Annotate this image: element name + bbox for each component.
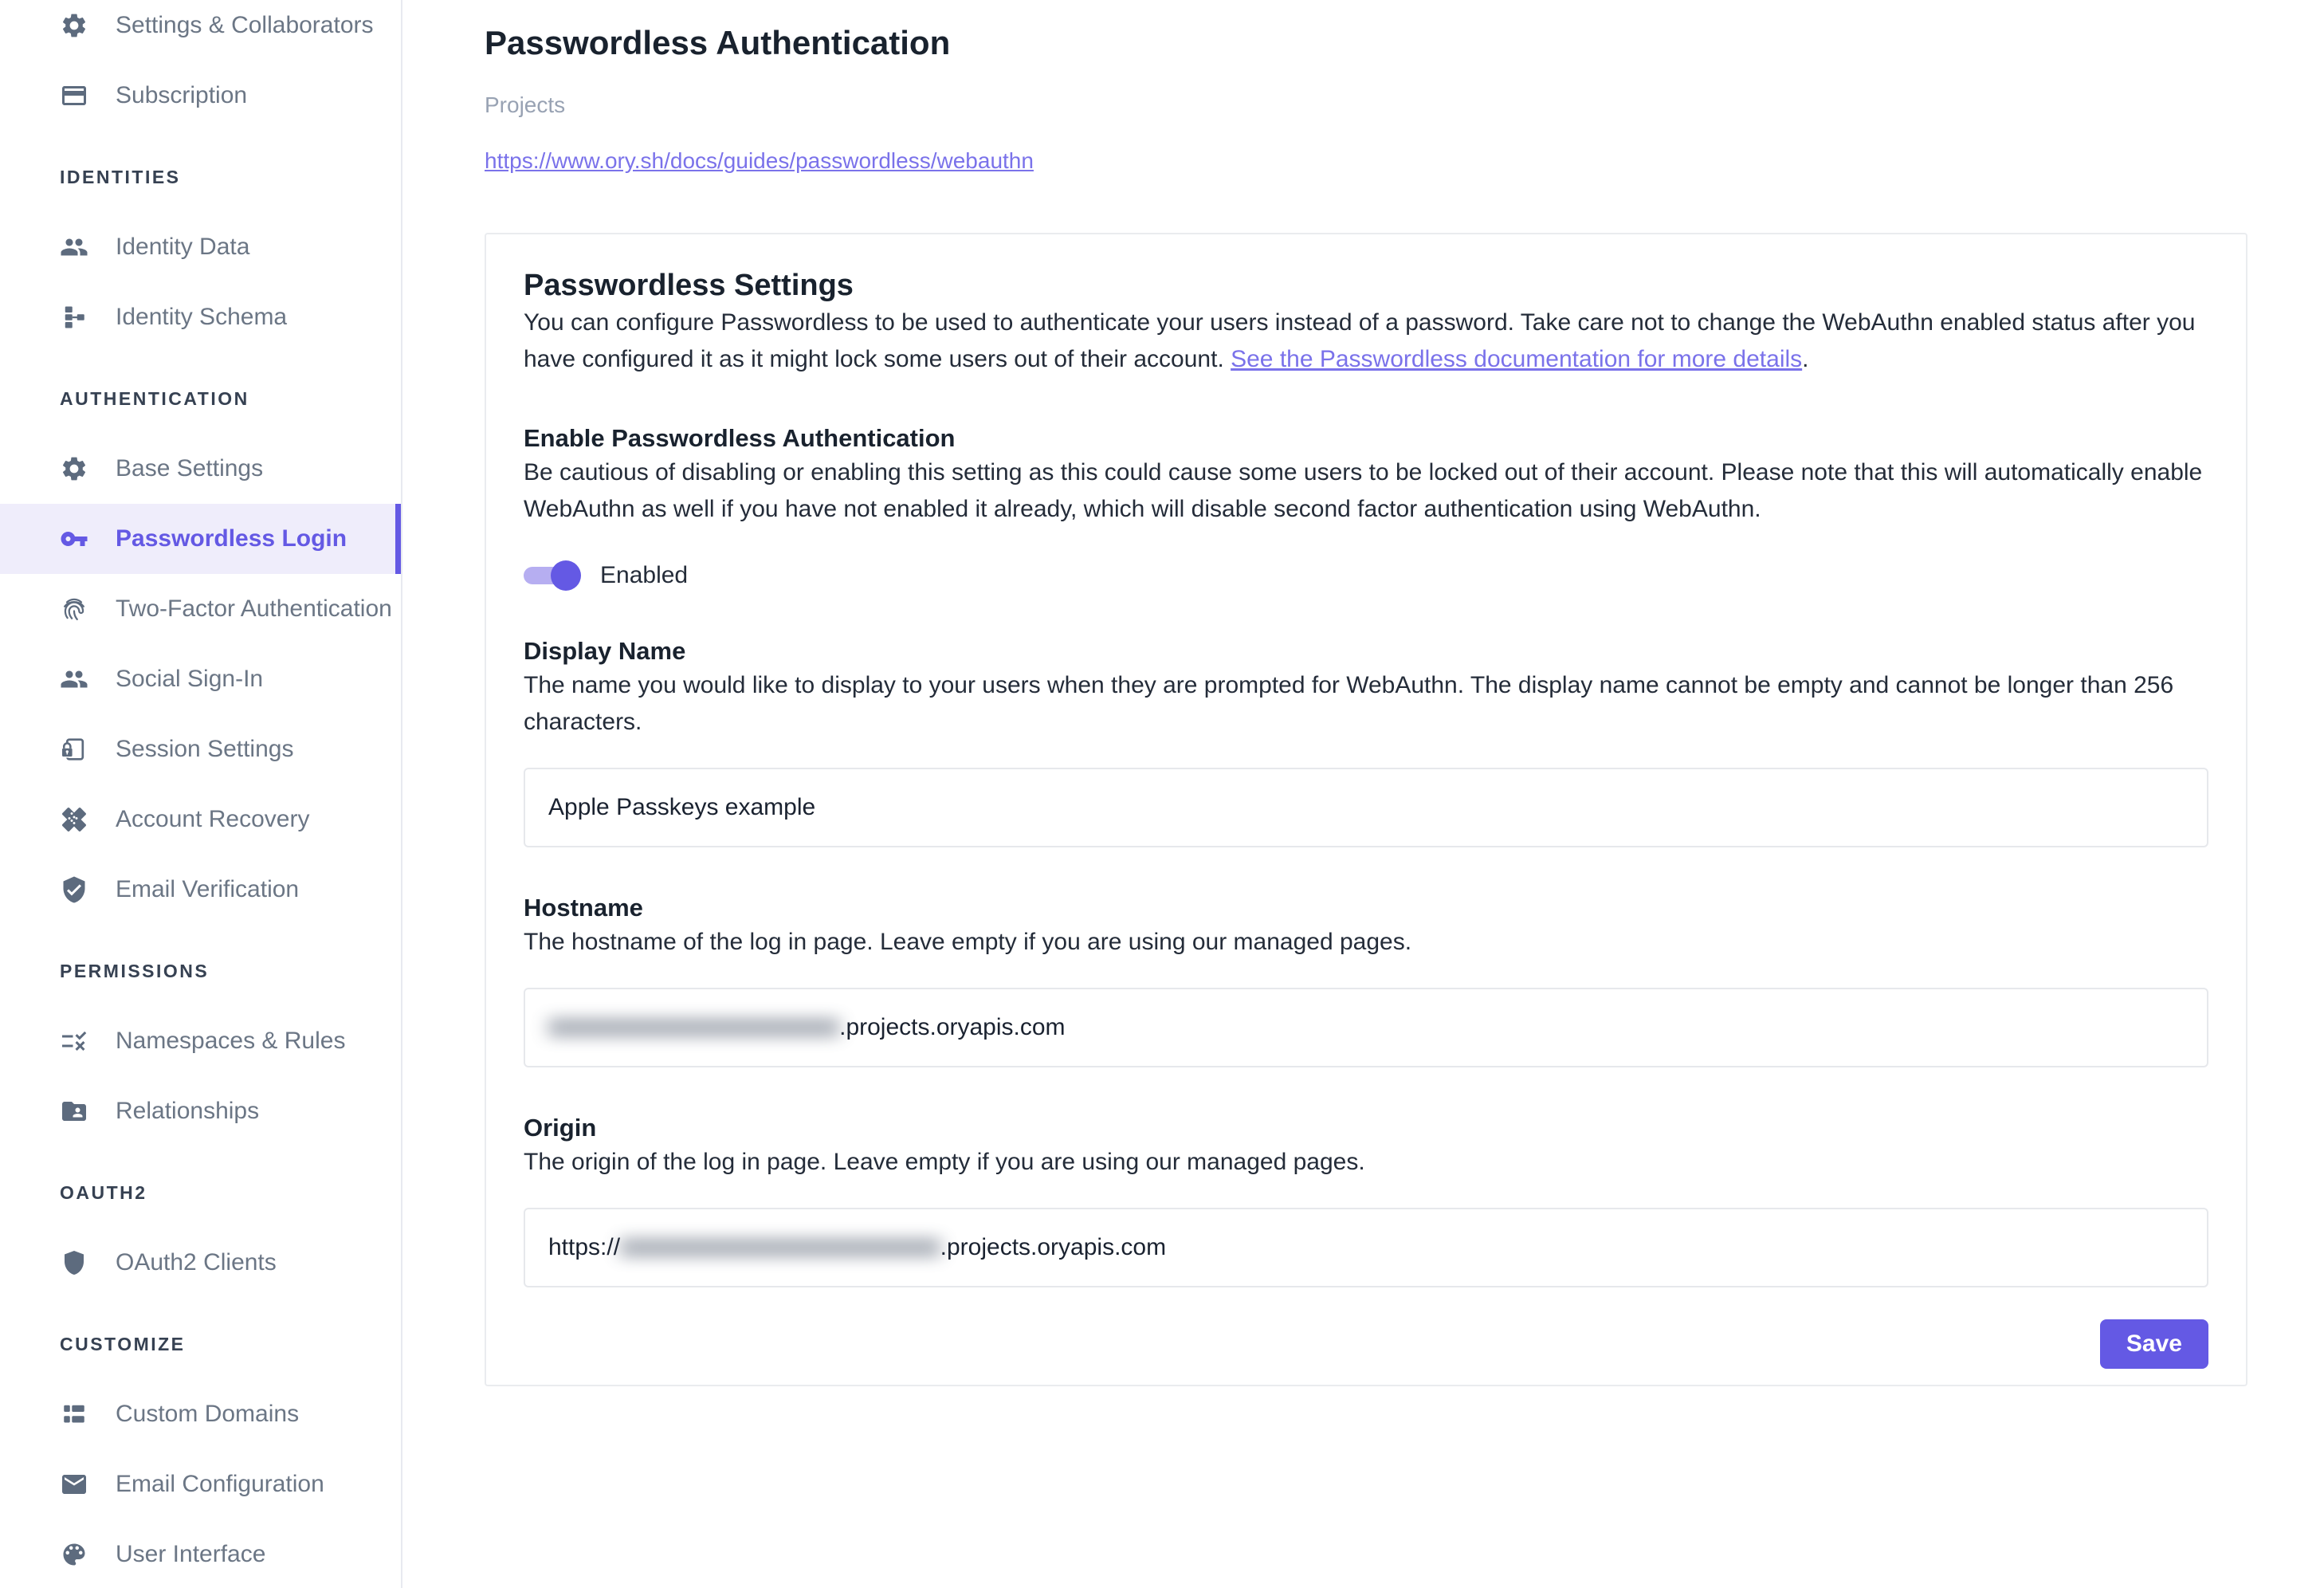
sidebar-item-label: Session Settings	[116, 736, 294, 762]
sidebar-section-permissions: PERMISSIONS	[60, 960, 210, 981]
passwordless-docs-link[interactable]: See the Passwordless documentation for more details	[1231, 346, 1803, 372]
toggle-label: Enabled	[600, 561, 689, 588]
key-icon	[60, 525, 88, 553]
sidebar-item-label: Custom Domains	[116, 1401, 300, 1427]
sidebar-item-namespaces-rules[interactable]	[0, 1006, 401, 1076]
sidebar-item-label: Base Settings	[116, 455, 264, 482]
origin-prefix: https://	[548, 1234, 621, 1260]
sidebar-item-identity-data[interactable]	[0, 212, 401, 282]
server-icon	[60, 1400, 88, 1429]
toggle-knob	[551, 560, 581, 591]
hostname-suffix: .projects.oryapis.com	[839, 1014, 1066, 1040]
rule-icon	[60, 1027, 88, 1055]
sidebar-item-passwordless-login[interactable]	[0, 504, 401, 574]
sidebar-item-two-factor-authentication[interactable]	[0, 574, 401, 644]
display-name-input[interactable]	[524, 768, 2208, 847]
origin-heading: Origin	[524, 1114, 597, 1142]
sidebar-item-label: Settings & Collaborators	[116, 12, 374, 38]
sidebar-item-label: Subscription	[116, 82, 248, 108]
card-intro	[524, 305, 2208, 378]
display-name-value: Apple Passkeys example	[548, 794, 816, 820]
palette-icon	[60, 1540, 88, 1569]
display-name-heading: Display Name	[524, 637, 686, 665]
fingerprint-icon	[60, 595, 88, 623]
display-name-description: The name you would like to display to your users when they are prompted for WebAuthn. The display name cannot be empty and cannot be longer than 256 characters.	[524, 672, 2174, 735]
sidebar-item-label: Two-Factor Authentication	[116, 596, 392, 622]
sidebar-item-email-configuration[interactable]	[0, 1449, 401, 1519]
passwordless-toggle[interactable]	[524, 560, 579, 591]
sidebar-item-relationships[interactable]	[0, 1076, 401, 1146]
sidebar-section-authentication: AUTHENTICATION	[60, 387, 249, 409]
webauthn-doc-link[interactable]: https://www.ory.sh/docs/guides/passwordless/webauthn	[485, 148, 1034, 173]
sidebar-item-label: OAuth2 Clients	[116, 1249, 277, 1276]
save-button[interactable]: Save	[2100, 1319, 2208, 1369]
card-title: Passwordless Settings	[524, 269, 854, 302]
sidebar-item-label: Social Sign-In	[116, 666, 264, 692]
sidebar-item-email-verification[interactable]	[0, 855, 401, 925]
page-title: Passwordless Authentication	[485, 24, 951, 61]
sidebar-item-label: Namespaces & Rules	[116, 1028, 346, 1054]
people-icon	[60, 233, 88, 261]
hostname-redacted-value: ████████████████████	[548, 1016, 840, 1038]
sidebar-item-label: Email Verification	[116, 876, 300, 902]
origin-redacted-value: ██████████████████████	[620, 1236, 940, 1258]
healing-icon	[60, 805, 88, 834]
sidebar-item-base-settings[interactable]	[0, 434, 401, 504]
sidebar-item-label: Passwordless Login	[116, 525, 347, 552]
sidebar-item-label: User Interface	[116, 1541, 266, 1567]
sidebar-item-label: Identity Schema	[116, 304, 288, 330]
origin-input[interactable]	[524, 1208, 2208, 1287]
sidebar-item-subscription[interactable]	[0, 61, 401, 131]
credit-card-icon	[60, 81, 88, 110]
session-lock-icon	[60, 735, 88, 764]
sidebar-item-identity-schema[interactable]	[0, 282, 401, 352]
hostname-heading: Hostname	[524, 894, 643, 922]
page-subtitle: Projects	[485, 92, 566, 117]
sidebar-item-label: Relationships	[116, 1098, 260, 1124]
enable-heading: Enable Passwordless Authentication	[524, 424, 956, 452]
folder-shared-icon	[60, 1097, 88, 1126]
hostname-description: The hostname of the log in page. Leave empty if you are using our managed pages.	[524, 929, 1412, 955]
intro-text: You can configure Passwordless to be used to authenticate your users instead of a password. Take care not to change the WebAuthn enabled status after you have configured it as it might lock some users out of their account.	[524, 309, 2196, 372]
enable-description: Be cautious of disabling or enabling this setting as this could cause some users to be locked out of their account. Please note that this will automatically enable WebAuthn as well if you have not enabled it already, which will disable second factor authentication using WebAuthn.	[524, 459, 2203, 522]
sidebar-item-label: Email Configuration	[116, 1471, 324, 1497]
sidebar-section-customize: CUSTOMIZE	[60, 1333, 186, 1354]
intro-period: .	[1802, 346, 1809, 372]
people-icon	[60, 665, 88, 694]
sidebar-item-custom-domains[interactable]	[0, 1379, 401, 1449]
passwordless-settings-card	[485, 233, 2247, 1386]
sidebar-item-social-sign-in[interactable]	[0, 644, 401, 714]
sidebar	[0, 0, 402, 1588]
sidebar-nav	[0, 0, 401, 1588]
shield-icon	[60, 1248, 88, 1277]
sidebar-item-label: Account Recovery	[116, 806, 310, 832]
schema-icon	[60, 303, 88, 332]
sidebar-item-oauth2-clients[interactable]	[0, 1228, 401, 1298]
sidebar-item-session-settings[interactable]	[0, 714, 401, 784]
main-content	[402, 0, 2324, 1588]
mail-icon	[60, 1470, 88, 1499]
passwordless-toggle-row	[524, 560, 2208, 591]
gear-icon	[60, 454, 88, 483]
sidebar-item-label: Identity Data	[116, 234, 250, 260]
sidebar-section-identities: IDENTITIES	[60, 166, 181, 187]
gear-icon	[60, 11, 88, 40]
sidebar-item-account-recovery[interactable]	[0, 784, 401, 855]
sidebar-item-user-interface[interactable]	[0, 1519, 401, 1588]
card-actions	[524, 1319, 2208, 1369]
shield-check-icon	[60, 875, 88, 904]
sidebar-section-oauth2: OAUTH2	[60, 1181, 147, 1203]
origin-description: The origin of the log in page. Leave empty if you are using our managed pages.	[524, 1149, 1365, 1175]
hostname-input[interactable]	[524, 988, 2208, 1067]
origin-suffix: .projects.oryapis.com	[940, 1234, 1167, 1260]
sidebar-item-settings-collaborators[interactable]	[0, 0, 401, 61]
